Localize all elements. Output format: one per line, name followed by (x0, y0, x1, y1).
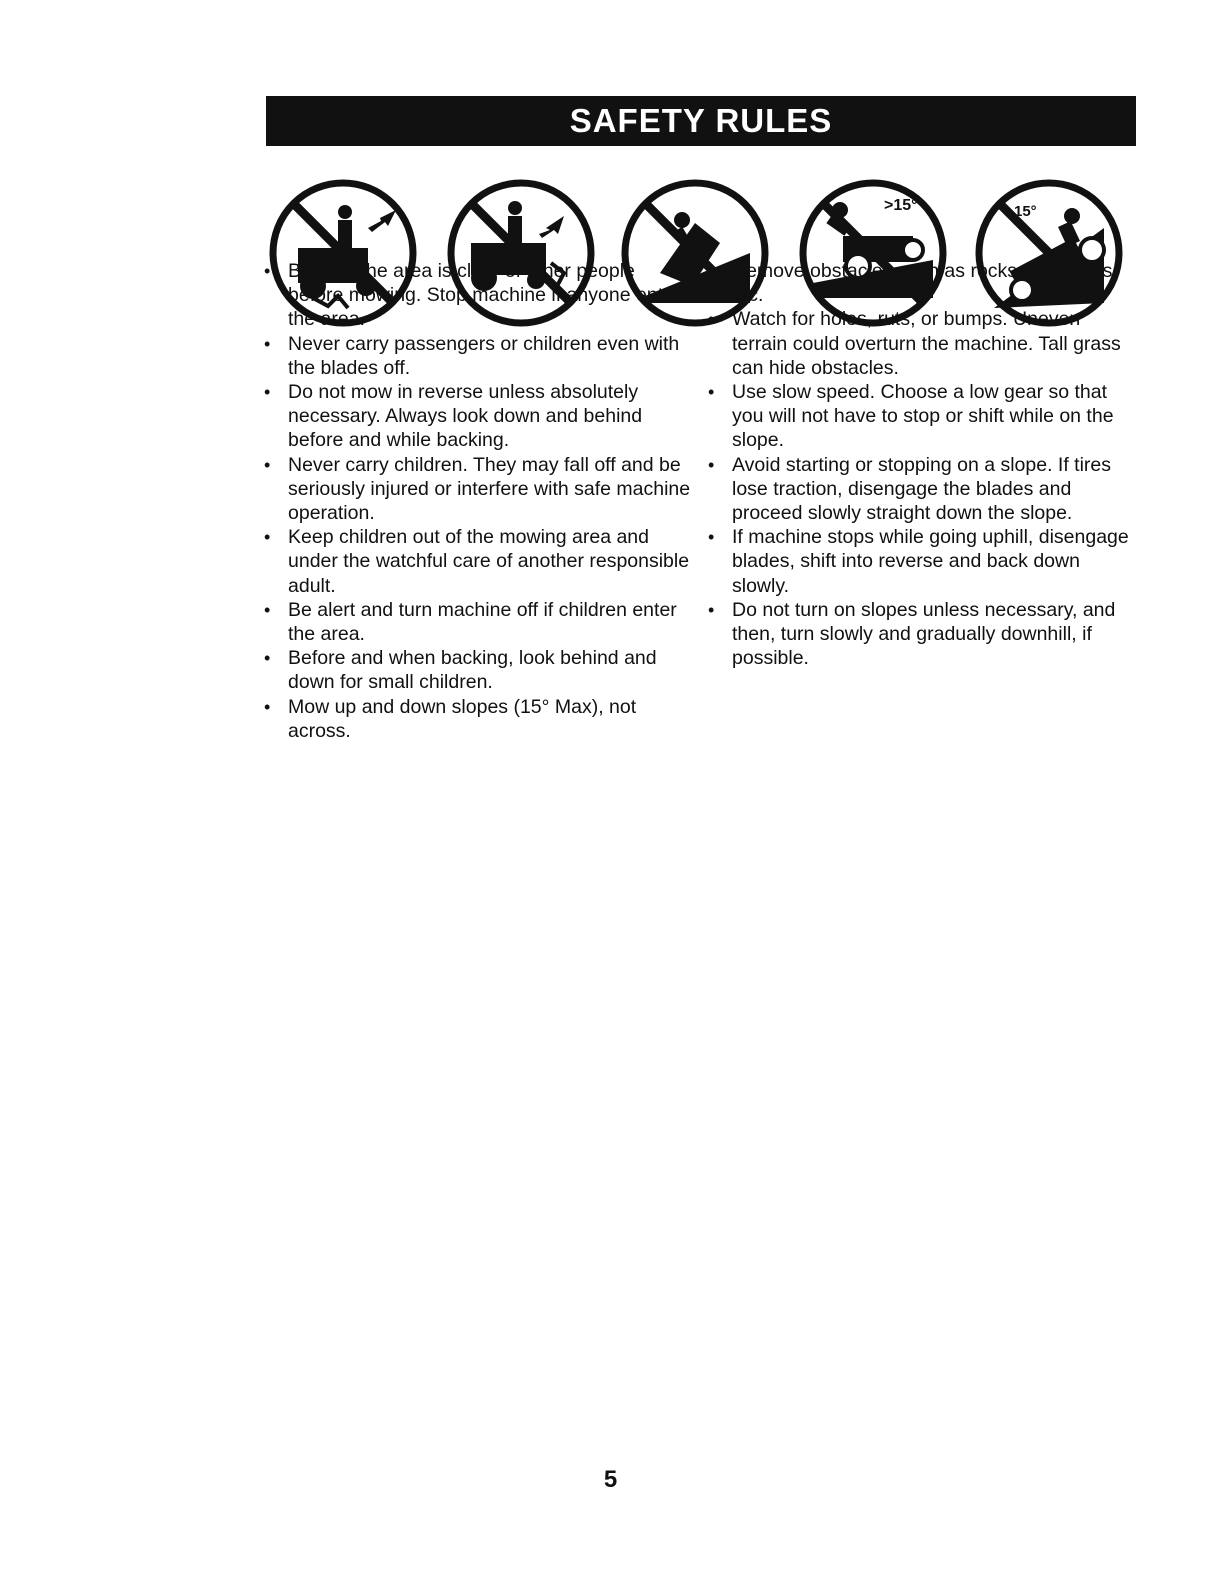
list-item: • If machine stops while going uphill, disengage blades, shift into reverse and back down slowly. (706, 525, 1136, 598)
list-item: • Mow up and down slopes (15° Max), not across. (262, 695, 692, 743)
slope-label: 15° (1014, 203, 1037, 220)
right-rules-list (706, 259, 1136, 670)
page-number: 5 (603, 1466, 618, 1493)
list-item: • Use slow speed. Choose a low gear so that you will not have to stop or shift while on the slope. (706, 380, 1136, 453)
left-rules-list (262, 259, 692, 743)
list-item: • Never carry children. They may fall off and be seriously injured or interfere with safe machine operation. (262, 453, 692, 526)
list-item: • Keep children out of the mowing area and under the watchful care of another responsible adult. (262, 525, 692, 598)
list-item: • Do not turn on slopes unless necessary, and then, turn slowly and gradually downhill, if possible. (706, 598, 1136, 671)
list-item: • Do not mow in reverse unless absolutely necessary. Always look down and behind before and while backing. (262, 380, 692, 453)
list-item: • Avoid starting or stopping on a slope. If tires lose traction, disengage the blades and proceed slowly straight down the slope. (706, 453, 1136, 526)
list-item: • Before and when backing, look behind and down for small children. (262, 646, 692, 694)
title-bar (266, 96, 1136, 146)
list-item: • Remove obstacles such as rocks, tree limbs, etc. (706, 259, 1136, 307)
left-rules-column (262, 259, 692, 743)
page-title: SAFETY RULES (569, 102, 833, 139)
list-item: • Be alert and turn machine off if children enter the area. (262, 598, 692, 646)
list-item: • Watch for holes, ruts, or bumps. Uneven terrain could overturn the machine. Tall grass can hide obstacles. (706, 307, 1136, 380)
list-item: • Never carry passengers or children even with the blades off. (262, 332, 692, 380)
list-item: • Be sure the area is clear of other people before mowing. Stop machine if anyone enters the area. (262, 259, 692, 332)
slope-label: >15° (884, 197, 918, 214)
right-rules-column (706, 259, 1136, 670)
